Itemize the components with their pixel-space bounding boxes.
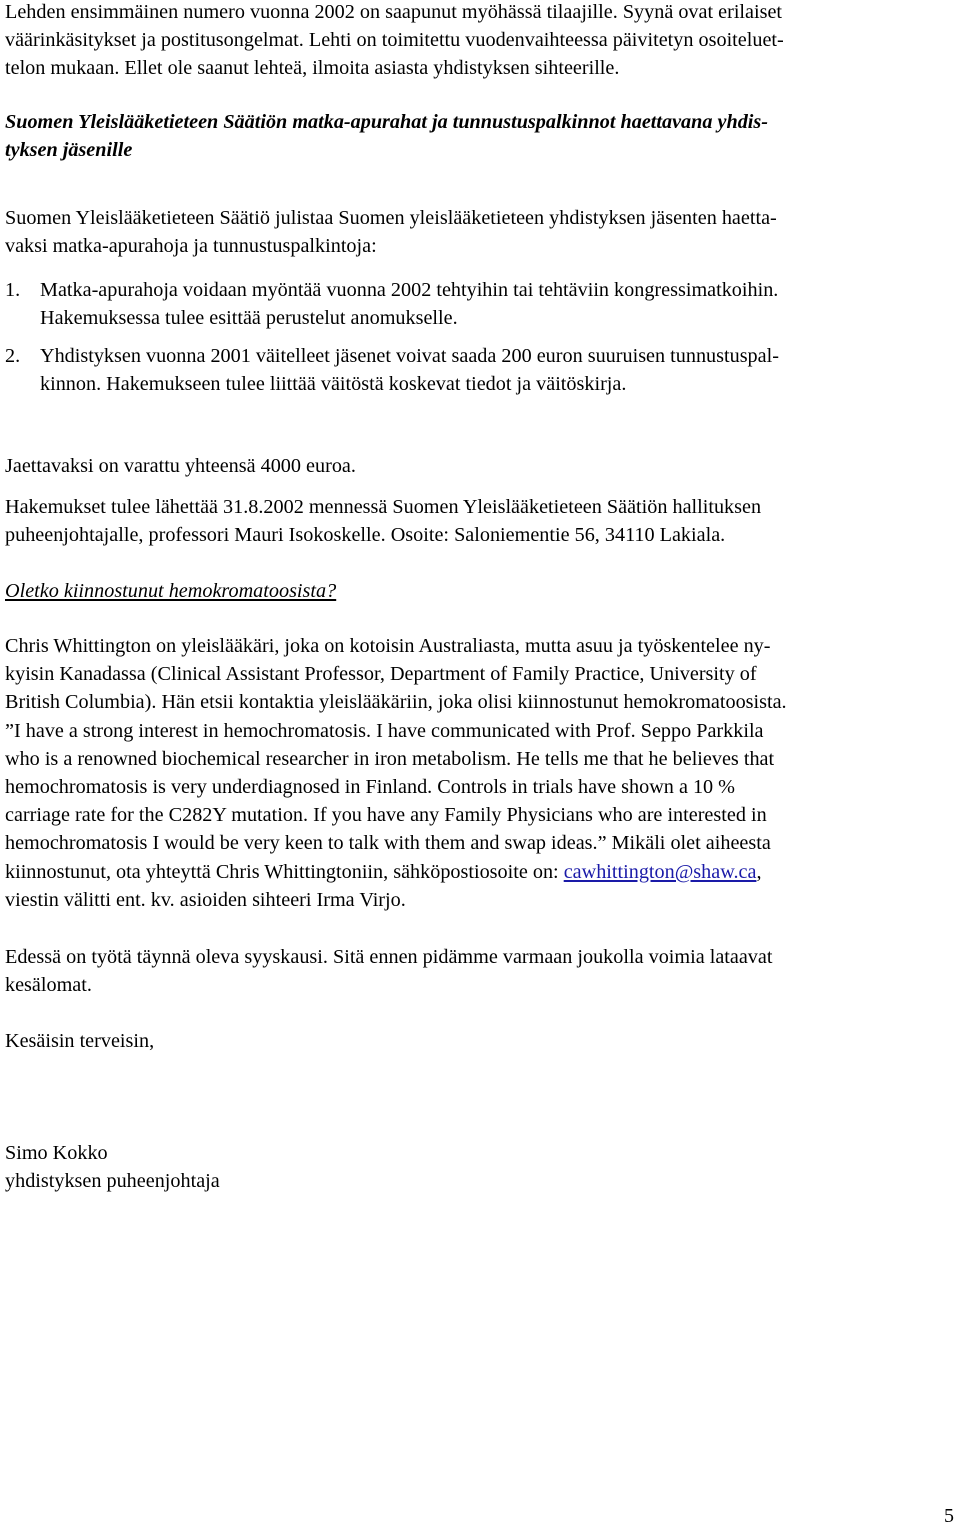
hemo-line: who is a renowned biochemical researcher in iron metabolism. He tells me that he believes that [5, 747, 775, 770]
list-item-line: Matka-apurahoja voidaan myöntää vuonna 2002 tehtyihin tai tehtäviin kongressimatkoihin. [40, 279, 779, 301]
hemo-line: ”I have a strong interest in hemochromatosis. I have communicated with Prof. Seppo Parkkila [5, 719, 764, 742]
page-number: 5 [944, 1505, 954, 1527]
list-item-number: 1. [5, 279, 21, 301]
hemo-line: hemochromatosis I would be very keen to talk with them and swap ideas.” Mikäli olet aiheesta [5, 832, 771, 855]
grant-intro-paragraph [5, 204, 777, 260]
grant-total-line: Jaettavaksi on varattu yhteensä 4000 euroa. [5, 455, 356, 477]
greeting-text: Kesäisin terveisin, [5, 1030, 155, 1052]
grant-total [5, 452, 356, 480]
hemo-line: British Columbia). Hän etsii kontaktia yleislääkäriin, joka olisi kiinnostunut hemokromatoosista. [5, 691, 787, 714]
closing-line: kesälomat. [5, 974, 92, 997]
closing-paragraph [5, 943, 772, 999]
hemo-heading-text: Oletko kiinnostunut hemokromatoosista? [5, 580, 337, 602]
grant-list-item-1 [5, 276, 778, 332]
grant-submission-line: puheenjohtajalle, professori Mauri Isokoskelle. Osoite: Saloniementie 56, 34110 Lakiala. [5, 524, 726, 547]
hemo-line: kyisin Kanadassa (Clinical Assistant Professor, Department of Family Practice, University of [5, 663, 757, 686]
hemo-contact-suffix: , [756, 860, 762, 883]
grant-intro-line: Suomen Yleislääketieteen Säätiö julistaa Suomen yleislääketieteen yhdistyksen jäsenten haetta- [5, 207, 777, 229]
hemo-line: viestin välitti ent. kv. asioiden sihteeri Irma Virjo. [5, 888, 406, 911]
grant-submission [5, 493, 761, 549]
list-item-line: kinnon. Hakemukseen tulee liittää väitöstä koskevat tiedot ja väitöskirja. [40, 373, 627, 396]
hemo-line: carriage rate for the C282Y mutation. If you have any Family Physicians who are interested in [5, 804, 767, 827]
grant-submission-line: Hakemukset tulee lähettää 31.8.2002 mennessä Suomen Yleislääketieteen Säätiön hallituksen [5, 496, 762, 518]
grant-section-heading [5, 108, 768, 164]
signer-name: Simo Kokko [5, 1142, 108, 1164]
intro-line: telon mukaan. Ellet ole saanut lehteä, ilmoita asiasta yhdistyksen sihteerille. [5, 57, 620, 80]
grant-heading-line: Suomen Yleislääketieteen Säätiön matka-apurahat ja tunnustuspalkinnot haettavana yhdis- [5, 111, 768, 133]
signer-title: yhdistyksen puheenjohtaja [5, 1170, 220, 1193]
hemo-section-heading [5, 577, 336, 605]
signature-block [5, 1139, 220, 1195]
intro-line: väärinkäsitykset ja postitusongelmat. Lehti on toimitettu vuodenvaihteessa päivitetyn osoiteluet- [5, 29, 784, 52]
list-item-number: 2. [5, 345, 21, 367]
hemo-paragraph [5, 632, 787, 914]
grant-list-item-2 [5, 342, 779, 398]
hemo-contact-line [5, 858, 787, 886]
closing-line: Edessä on työtä täynnä oleva syyskausi. Sitä ennen pidämme varmaan joukolla voimia lataavat [5, 946, 773, 968]
email-link[interactable]: cawhittington@shaw.ca [563, 860, 757, 883]
grant-intro-line: vaksi matka-apurahoja ja tunnustuspalkintoja: [5, 235, 377, 258]
greeting [5, 1027, 154, 1055]
list-item-line: Hakemuksessa tulee esittää perustelut anomukselle. [40, 307, 458, 330]
hemo-contact-prefix: kiinnostunut, ota yhteyttä Chris Whittingtoniin, sähköpostiosoite on: [5, 860, 564, 883]
hemo-line: hemochromatosis is very underdiagnosed in Finland. Controls in trials have shown a 10 % [5, 776, 736, 799]
list-item-line: Yhdistyksen vuonna 2001 väitelleet jäsenet voivat saada 200 euron suuruisen tunnustuspal- [40, 345, 779, 367]
grant-heading-line: tyksen jäsenille [5, 139, 133, 162]
intro-line: Lehden ensimmäinen numero vuonna 2002 on saapunut myöhässä tilaajille. Syynä ovat erilaiset [5, 1, 783, 23]
hemo-line: Chris Whittington on yleislääkäri, joka on kotoisin Australiasta, mutta asuu ja työskentelee ny- [5, 635, 771, 657]
intro-paragraph [5, 0, 784, 83]
